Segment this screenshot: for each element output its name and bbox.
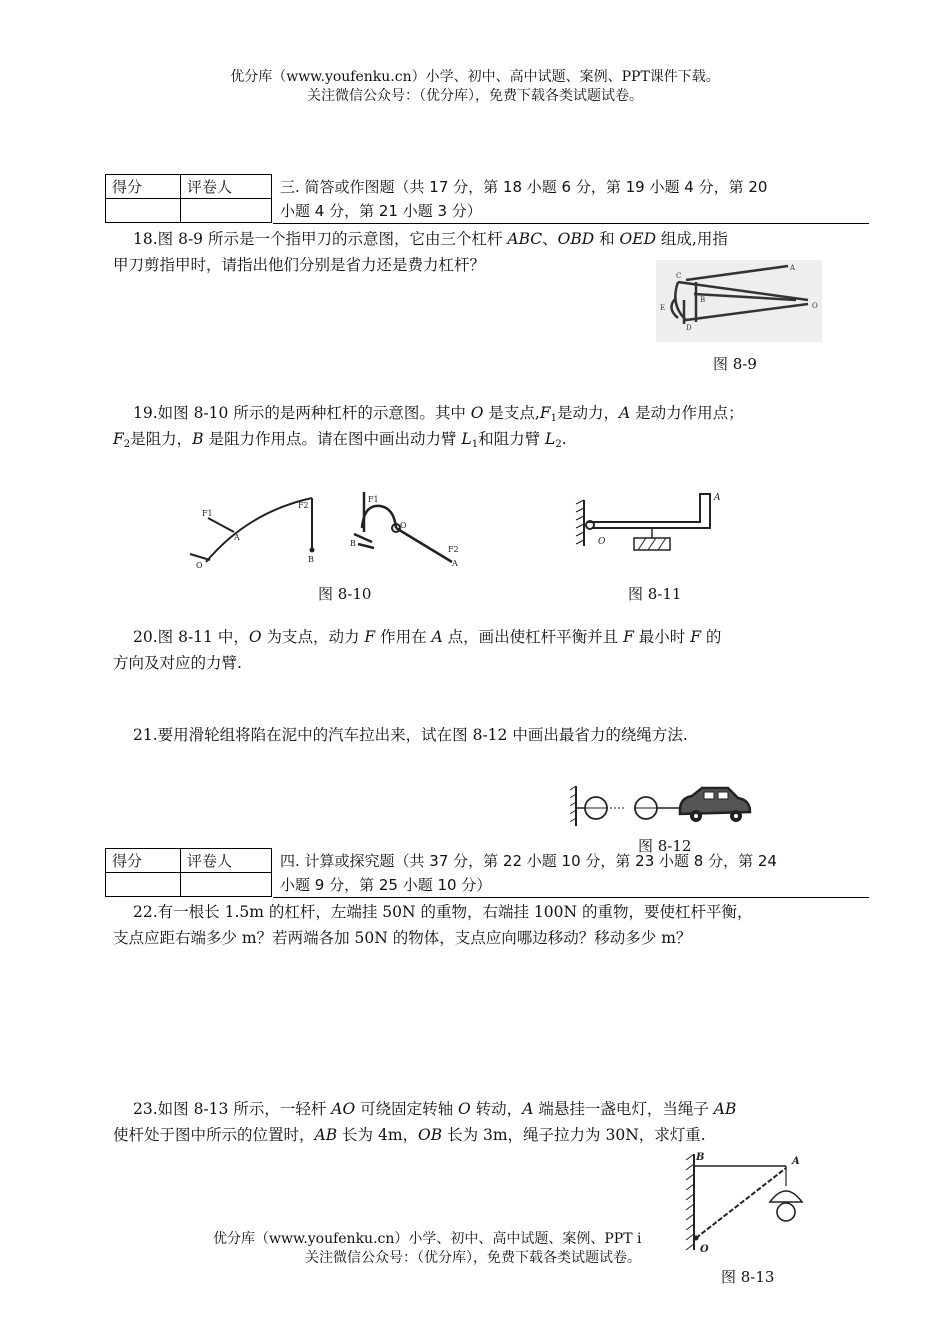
lever-figure-left bbox=[188, 488, 318, 570]
label-D: D bbox=[686, 324, 692, 332]
l-lever-figure bbox=[572, 486, 738, 556]
score-blank[interactable] bbox=[106, 873, 181, 897]
lever-figure-right bbox=[344, 488, 460, 570]
label-C: C bbox=[676, 272, 682, 280]
q20-line2: 方向及对应的力臂. bbox=[113, 654, 242, 672]
q18-line2: 甲刀剪指甲时，请指出他们分别是省力还是费力杠杆？ bbox=[113, 256, 486, 274]
footer-clip bbox=[0, 1230, 665, 1249]
pulley-car-figure bbox=[568, 780, 754, 830]
q23-line2: 使杆处于图中所示的位置时，AB 长为 4m，OB 长为 3m，绳子拉力为 30N，求灯重. bbox=[113, 1126, 706, 1144]
label-O: O bbox=[400, 521, 407, 530]
score-blank[interactable] bbox=[106, 199, 181, 223]
label-A: A bbox=[452, 559, 458, 568]
q21-text: 21.要用滑轮组将陷在泥中的汽车拉出来，试在图 8-12 中画出最省力的绕绳方法. bbox=[133, 726, 688, 744]
q19-line1: 19.如图 8-10 所示的是两种杠杆的示意图。其中 O 是支点$,F_1$是动力，A 是动力作用点； bbox=[133, 404, 744, 424]
label-F2: F2 bbox=[448, 545, 459, 554]
fig-8-12-caption: 图 8-12 bbox=[638, 837, 692, 855]
fig-8-10-caption: 图 8-10 bbox=[318, 585, 372, 603]
label-F2: F2 bbox=[298, 501, 309, 510]
label-B: B bbox=[308, 555, 314, 564]
label-O: O bbox=[700, 1244, 709, 1255]
footer-line-2: 关注微信公众号：（优分库），免费下载各类试题试卷。 bbox=[305, 1250, 641, 1266]
section3-title: 三. 简答或作图题（共 17 分，第 18 小题 6 分，第 19 小题 4 分，第 20 小题 4 分，第 21 小题 3 分） bbox=[272, 175, 866, 223]
fig-8-9-caption: 图 8-9 bbox=[713, 355, 757, 373]
label-E: E bbox=[660, 304, 666, 312]
label-O: O bbox=[598, 537, 606, 547]
q22-line2: 支点应距右端多少 m？若两端各加 50N 的物体，支点应向哪边移动？移动多少 m？ bbox=[113, 929, 692, 947]
q23-line1: 23.如图 8-13 所示，一轻杆 AO 可绕固定转轴 O 转动，A 端悬挂一盏电灯，当绳子 AB bbox=[133, 1100, 737, 1118]
score-label: 得分 bbox=[106, 849, 181, 873]
nail-clipper-figure bbox=[656, 260, 822, 342]
fig-8-11-caption: 图 8-11 bbox=[628, 585, 682, 603]
label-A: A bbox=[792, 1156, 800, 1167]
fig-8-13-caption: 图 8-13 bbox=[721, 1268, 775, 1286]
section4-title: 四. 计算或探究题（共 37 分，第 22 小题 10 分，第 23 小题 8 分，第 24 小题 9 分，第 25 小题 10 分） bbox=[272, 849, 866, 897]
q19-line2: $F_2$是阻力，B 是阻力作用点。请在图中画出动力臂 $L_1$和阻力臂 $L_2$. bbox=[113, 430, 567, 450]
score-label: 得分 bbox=[106, 175, 181, 199]
rod-lamp-figure bbox=[684, 1146, 814, 1260]
label-A: A bbox=[234, 533, 240, 542]
label-B: B bbox=[700, 296, 706, 304]
label-O: O bbox=[812, 302, 818, 310]
header-line-1: 优分库（www.youfenku.cn）小学、初中、高中试题、案例、PPT课件下载。 bbox=[230, 69, 720, 85]
header-line-2: 关注微信公众号：（优分库），免费下载各类试题试卷。 bbox=[307, 88, 643, 104]
label-F1: F1 bbox=[202, 509, 213, 518]
grader-label: 评卷人 bbox=[181, 849, 272, 873]
grader-blank[interactable] bbox=[181, 199, 272, 223]
section3-header bbox=[105, 174, 865, 223]
label-A: A bbox=[790, 264, 796, 272]
q22-line1: 22.有一根长 1.5m 的杠杆，左端挂 50N 的重物，右端挂 100N 的重物，要使杠杆平衡， bbox=[133, 903, 753, 921]
label-O: O bbox=[196, 561, 203, 570]
label-B: B bbox=[696, 1152, 705, 1163]
q20-line1: 20.图 8-11 中，O 为支点，动力 F 作用在 A 点，画出使杠杆平衡并且 F 最小时 F 的 bbox=[133, 628, 722, 646]
label-F1: F1 bbox=[368, 495, 379, 504]
grader-label: 评卷人 bbox=[181, 175, 272, 199]
q18-line1: 18.图 8-9 所示是一个指甲刀的示意图，它由三个杠杆 ABC、OBD 和 OED 组成,用指 bbox=[133, 230, 728, 248]
label-B: B bbox=[350, 539, 356, 548]
label-A: A bbox=[714, 493, 721, 503]
section4-header bbox=[105, 848, 865, 897]
footer-line-1: 优分库（www.youfenku.cn）小学、初中、高中试题、案例、PPT i bbox=[213, 1231, 642, 1247]
grader-blank[interactable] bbox=[181, 873, 272, 897]
